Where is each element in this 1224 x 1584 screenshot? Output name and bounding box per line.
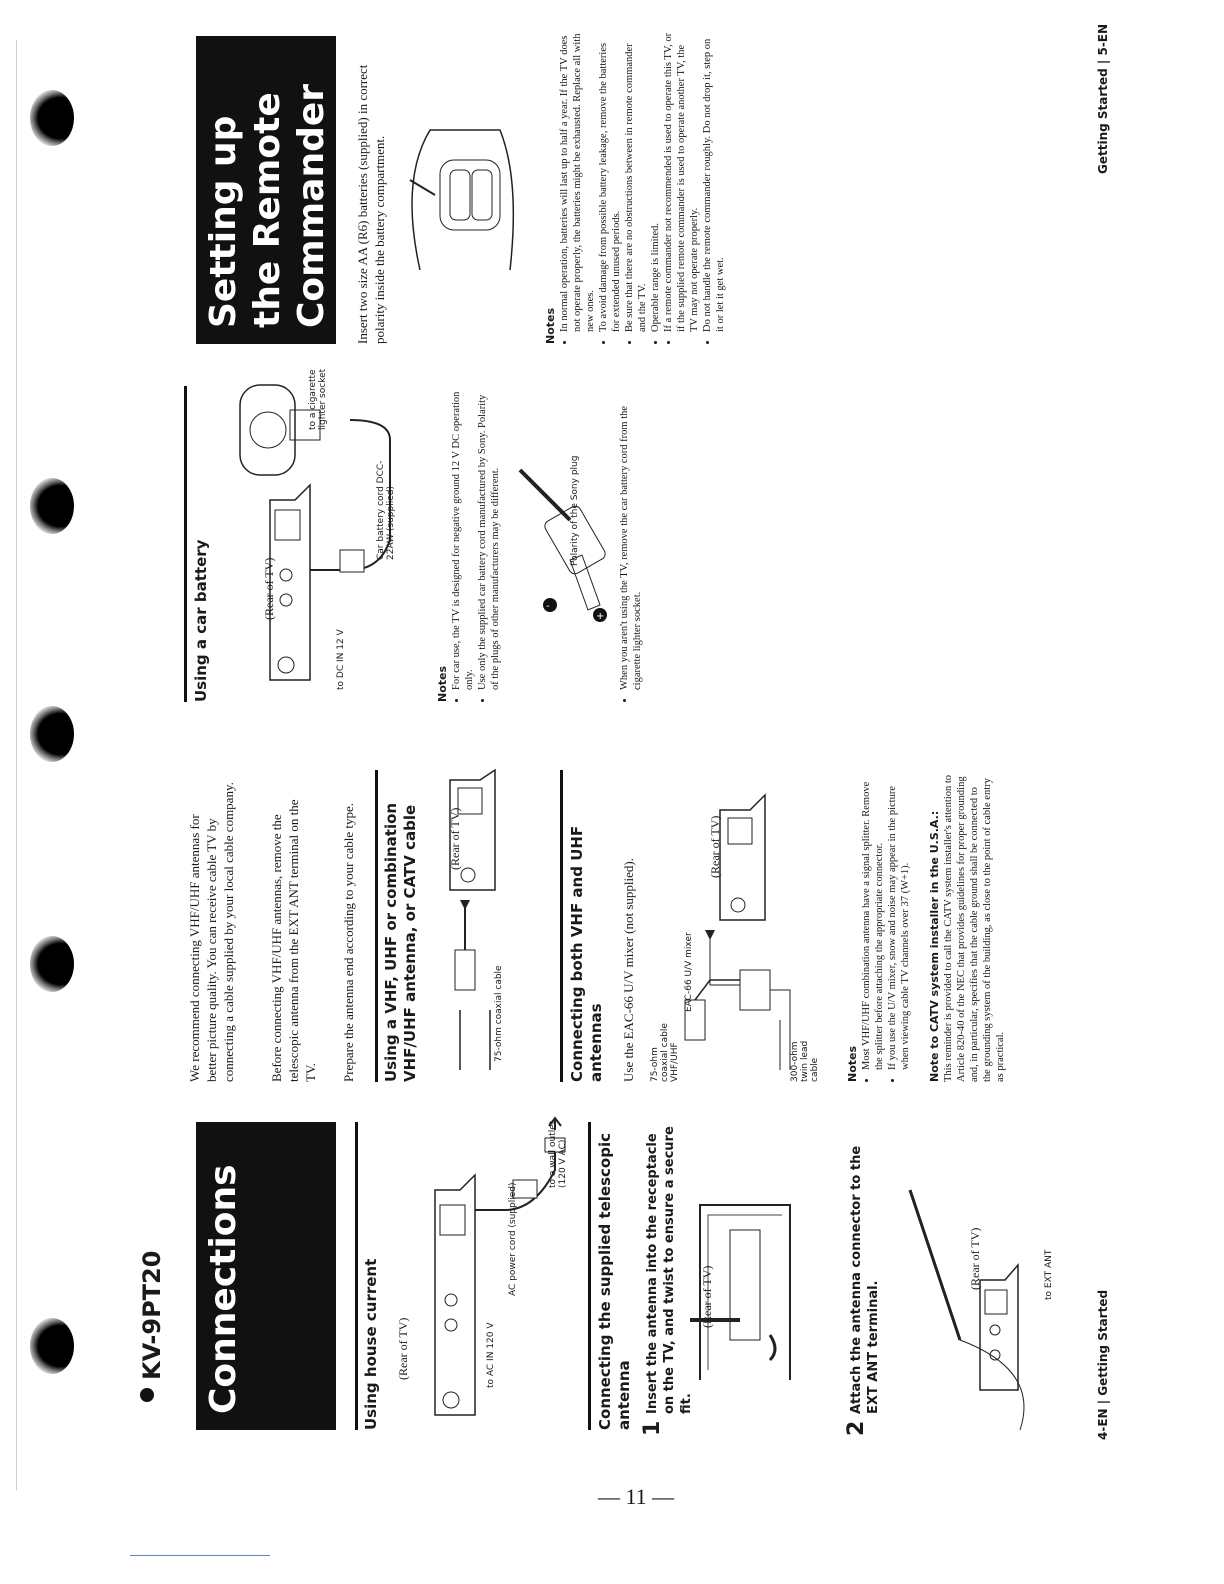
remote-title-text: Setting up the Remote Commander — [203, 83, 332, 328]
polarity-label: Polarity of the Sony plug — [570, 455, 580, 566]
remote-body: Insert two size AA (R6) batteries (supplied) in correct polarity inside the battery compartment. — [355, 64, 387, 344]
remote-note-item: • In normal operation, batteries will last up to half a year. If the TV does not operate properly, the batteries might be exhausted. Replace all with new ones. — [558, 32, 597, 332]
car-notes-title: Notes — [436, 665, 449, 702]
remote-note-item: • If a remote commander not recommended is used to operate this TV, or if the supplied remote commander is used to operate another TV, the TV may not operate properly. — [662, 32, 701, 332]
both-rear-label: (Rear of TV) — [708, 815, 722, 878]
twin-lead-label: 300-ohm twin lead cable — [790, 1040, 820, 1082]
page-number: — 11 — — [598, 1484, 675, 1509]
scan-underline — [130, 1555, 270, 1556]
car-note-item: • For car use, the TV is designed for negative ground 12 V DC operation only. — [450, 390, 476, 690]
punch-hole — [30, 478, 74, 534]
car-cord-label: Car battery cord DCC-22AW (supplied) — [376, 460, 396, 560]
step-1-text: Insert the antenna into the receptacle on the TV, and twist to ensure a secure fit. — [645, 1126, 694, 1414]
bullet-dot — [140, 1388, 154, 1402]
wall-outlet-label: to a wall outlet (120 V AC) — [548, 1120, 568, 1188]
vhf-cable-label: 75-ohm coaxial cable — [494, 965, 504, 1062]
both-heading: Connecting both VHF and UHF antennas — [568, 825, 605, 1082]
sony-plug-diagram — [510, 470, 620, 630]
section-rule — [184, 386, 187, 702]
connections-notes-title: Notes — [846, 1045, 859, 1082]
vhf-heading: Using a VHF, UHF or combination VHF/UHF antenna, or CATV cable — [382, 802, 419, 1082]
section-rule — [588, 1122, 591, 1430]
car-notes — [450, 390, 502, 702]
intro-paragraph-2: Before connecting VHF/UHF antennas, remove the telescopic antenna from the EXT ANT terminal on the TV. — [269, 799, 318, 1082]
car-unused-note-item: • When you aren't using the TV, remove the car battery cord from the cigarette lighter socket. — [618, 390, 644, 690]
remote-notes-title: Notes — [544, 307, 557, 344]
car-rear-label: (Rear of TV) — [262, 557, 276, 620]
step-2-text: Attach the antenna connector to the EXT ANT terminal. — [849, 1145, 881, 1414]
vhf-rear-label: (Rear of TV) — [448, 807, 462, 870]
telescopic-heading: Connecting the supplied telescopic antenna — [596, 1133, 633, 1430]
mixer-label: EAC-66 U/V mixer — [684, 932, 694, 1012]
section-rule — [560, 770, 563, 1082]
catv-note-title: Note to CATV system installer in the U.S.A.: — [928, 810, 941, 1082]
remote-battery-diagram — [400, 120, 530, 280]
intro-paragraph-3: Prepare the antenna end according to your cable type. — [341, 802, 356, 1082]
section-rule — [355, 1122, 358, 1430]
svg-text:-: - — [546, 601, 550, 612]
model-number: KV-9PT20 — [138, 1250, 166, 1380]
connections-notes — [860, 772, 912, 1082]
intro-paragraph-1: We recommend connecting VHF/UHF antennas for better picture quality. You can receive cable TV by connecting a cable supplied by your local cable company. — [187, 782, 236, 1082]
remote-notes — [558, 32, 727, 344]
scan-edge-line — [16, 40, 17, 1490]
ext-ant-label: to EXT ANT — [1044, 1249, 1054, 1300]
punch-hole — [30, 706, 74, 762]
remote-note-item: • Operable range is limited. — [649, 32, 662, 332]
house-rear-label: (Rear of TV) — [396, 1317, 410, 1380]
remote-note-item: • To avoid damage from possible battery leakage, remove the batteries for extended unused periods. — [597, 32, 623, 332]
connections-note-item: • Most VHF/UHF combination antenna have a signal splitter. Remove the splitter before attaching the appropriate connector. — [860, 772, 886, 1070]
section-rule — [375, 770, 378, 1082]
house-current-heading: Using house current — [362, 1258, 380, 1430]
ext-ant-diagram — [900, 1190, 1070, 1440]
remote-title — [196, 36, 336, 344]
ac-cord-label: AC power cord (supplied) — [508, 1182, 518, 1296]
catv-note-body: This reminder is provided to call the CATV system installer's attention to Article 820-40 of the NEC that provides guidelines for proper grounding and, in particular, specifies that the cable ground shall be connected to the grounding system of the building, as close to the point of cable entry as practical. — [943, 774, 1006, 1082]
remote-note-item: • Be sure that there are no obstructions between in remote commander and the TV. — [623, 32, 649, 332]
both-cable75-label: 75-ohm coaxial cable VHF/UHF — [650, 1023, 680, 1082]
connections-title — [196, 1122, 336, 1430]
step2-rear-label: (Rear of TV) — [968, 1227, 982, 1290]
dc-in-label: to DC IN 12 V — [336, 629, 346, 690]
punch-hole — [30, 936, 74, 992]
connections-note-item: • If you use the U/V mixer, snow and noise may appear in the picture when viewing cable TV channels over 37 (W+1). — [886, 772, 912, 1070]
mixer-diagram — [650, 770, 820, 1080]
remote-note-item: • Do not handle the remote commander roughly. Do not drop it, step on it or let it get wet. — [701, 32, 727, 332]
step-2-number: 2 — [844, 1420, 869, 1436]
step1-rear-label: (Rear of TV) — [700, 1265, 714, 1328]
ac-in-label: to AC IN 120 V — [486, 1322, 496, 1388]
punch-hole — [30, 90, 74, 146]
car-unused-note — [618, 390, 644, 702]
car-battery-heading: Using a car battery — [192, 539, 210, 702]
both-body: Use the EAC-66 U/V mixer (not supplied). — [621, 858, 636, 1082]
left-footer: 4-EN | Getting Started — [1096, 1289, 1110, 1440]
right-footer: Getting Started | 5-EN — [1096, 23, 1110, 174]
svg-text:+: + — [596, 611, 605, 622]
car-note-item: • Use only the supplied car battery cord manufactured by Sony. Polarity of the plugs of other manufacturers may be different. — [476, 390, 502, 690]
punch-hole — [30, 1318, 74, 1374]
step-1-number: 1 — [640, 1420, 665, 1436]
lighter-socket-label: to a cigarette lighter socket — [308, 368, 328, 430]
connections-title-text: Connections — [203, 1164, 244, 1414]
